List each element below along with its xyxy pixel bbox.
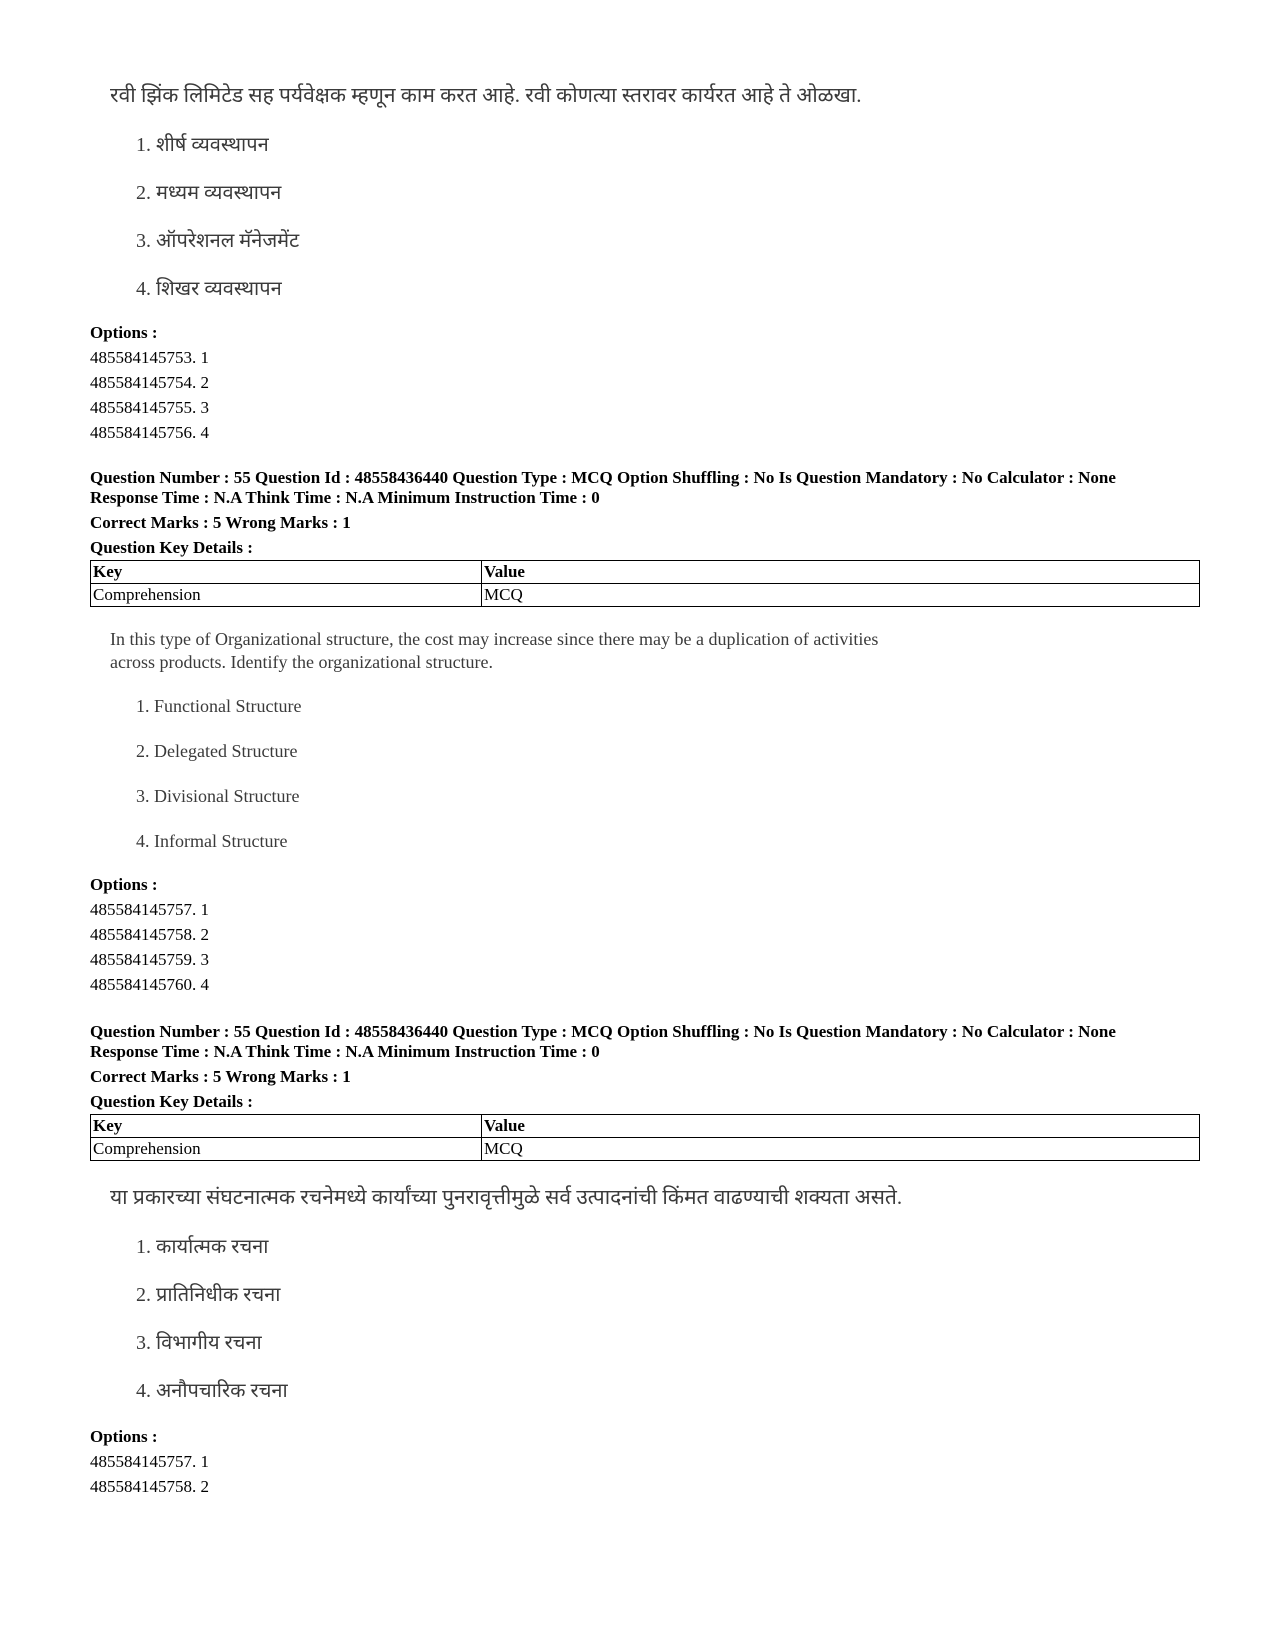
question-stem-continued: across products. Identify the organizational structure. xyxy=(110,652,494,672)
question-key-table xyxy=(90,560,1200,607)
question-option: 2. मध्यम व्यवस्थापन xyxy=(136,182,282,204)
question-stem: रवी झिंक लिमिटेड सह पर्यवेक्षक म्हणून काम करत आहे. रवी कोणत्या स्तरावर कार्यरत आहे ते ओळखा. xyxy=(110,83,862,107)
table-cell-value: MCQ xyxy=(482,584,1200,607)
question-meta: Question Number : 55 Question Id : 48558436440 Question Type : MCQ Option Shuffling : No Is Question Mandatory : No Calculator : None xyxy=(90,468,1116,487)
table-cell-key: Comprehension xyxy=(91,584,482,607)
question-option: 4. अनौपचारिक रचना xyxy=(136,1380,288,1402)
question-1-image xyxy=(110,82,1110,312)
table-header-key: Key xyxy=(91,561,482,584)
question-option: 3. विभागीय रचना xyxy=(136,1332,262,1354)
option-id: 485584145757. 1 xyxy=(90,1452,209,1471)
question-timing: Response Time : N.A Think Time : N.A Minimum Instruction Time : 0 xyxy=(90,1042,600,1061)
question-3-image xyxy=(110,1184,1110,1414)
table-row xyxy=(91,584,1200,607)
option-id: 485584145756. 4 xyxy=(90,423,209,442)
option-id: 485584145758. 2 xyxy=(90,925,209,944)
key-details-label: Question Key Details : xyxy=(90,1092,253,1111)
option-id: 485584145759. 3 xyxy=(90,950,209,969)
key-details-label: Question Key Details : xyxy=(90,538,253,557)
question-stem: In this type of Organizational structure, the cost may increase since there may be a duplication of activities xyxy=(110,629,879,649)
options-label: Options : xyxy=(90,1427,158,1446)
question-option: 1. Functional Structure xyxy=(136,696,302,716)
question-marks: Correct Marks : 5 Wrong Marks : 1 xyxy=(90,513,351,532)
question-option: 2. Delegated Structure xyxy=(136,741,298,761)
table-header-row xyxy=(91,1115,1200,1138)
table-cell-key: Comprehension xyxy=(91,1138,482,1161)
options-label: Options : xyxy=(90,323,158,342)
question-meta: Question Number : 55 Question Id : 48558436440 Question Type : MCQ Option Shuffling : No Is Question Mandatory : No Calculator : None xyxy=(90,1022,1116,1041)
option-id: 485584145755. 3 xyxy=(90,398,209,417)
question-key-table xyxy=(90,1114,1200,1161)
question-2-header xyxy=(90,468,1200,560)
question-stem: या प्रकारच्या संघटनात्मक रचनेमध्ये कार्यांच्या पुनरावृत्तीमुळे सर्व उत्पादनांची किंमत वाढण्याची शक्यता असते. xyxy=(110,1185,903,1209)
question-1-options xyxy=(90,320,1200,445)
option-id: 485584145760. 4 xyxy=(90,975,209,994)
table-header-key: Key xyxy=(91,1115,482,1138)
options-label: Options : xyxy=(90,875,158,894)
question-3-header xyxy=(90,1022,1200,1114)
question-option: 1. शीर्ष व्यवस्थापन xyxy=(136,134,269,156)
question-option: 4. Informal Structure xyxy=(136,831,288,851)
question-option: 1. कार्यात्मक रचना xyxy=(136,1236,269,1258)
question-marks: Correct Marks : 5 Wrong Marks : 1 xyxy=(90,1067,351,1086)
question-option: 3. ऑपरेशनल मॅनेजमेंट xyxy=(136,230,300,252)
question-3-options xyxy=(90,1424,1200,1499)
option-id: 485584145753. 1 xyxy=(90,348,209,367)
option-id: 485584145757. 1 xyxy=(90,900,209,919)
question-option: 4. शिखर व्यवस्थापन xyxy=(136,278,282,300)
question-timing: Response Time : N.A Think Time : N.A Minimum Instruction Time : 0 xyxy=(90,488,600,507)
table-row xyxy=(91,1138,1200,1161)
table-header-value: Value xyxy=(482,561,1200,584)
question-option: 3. Divisional Structure xyxy=(136,786,300,806)
question-2-options xyxy=(90,872,1200,997)
question-2-image xyxy=(110,628,1110,858)
table-header-row xyxy=(91,561,1200,584)
question-option: 2. प्रातिनिधीक रचना xyxy=(136,1284,281,1306)
table-header-value: Value xyxy=(482,1115,1200,1138)
option-id: 485584145754. 2 xyxy=(90,373,209,392)
table-cell-value: MCQ xyxy=(482,1138,1200,1161)
option-id: 485584145758. 2 xyxy=(90,1477,209,1496)
